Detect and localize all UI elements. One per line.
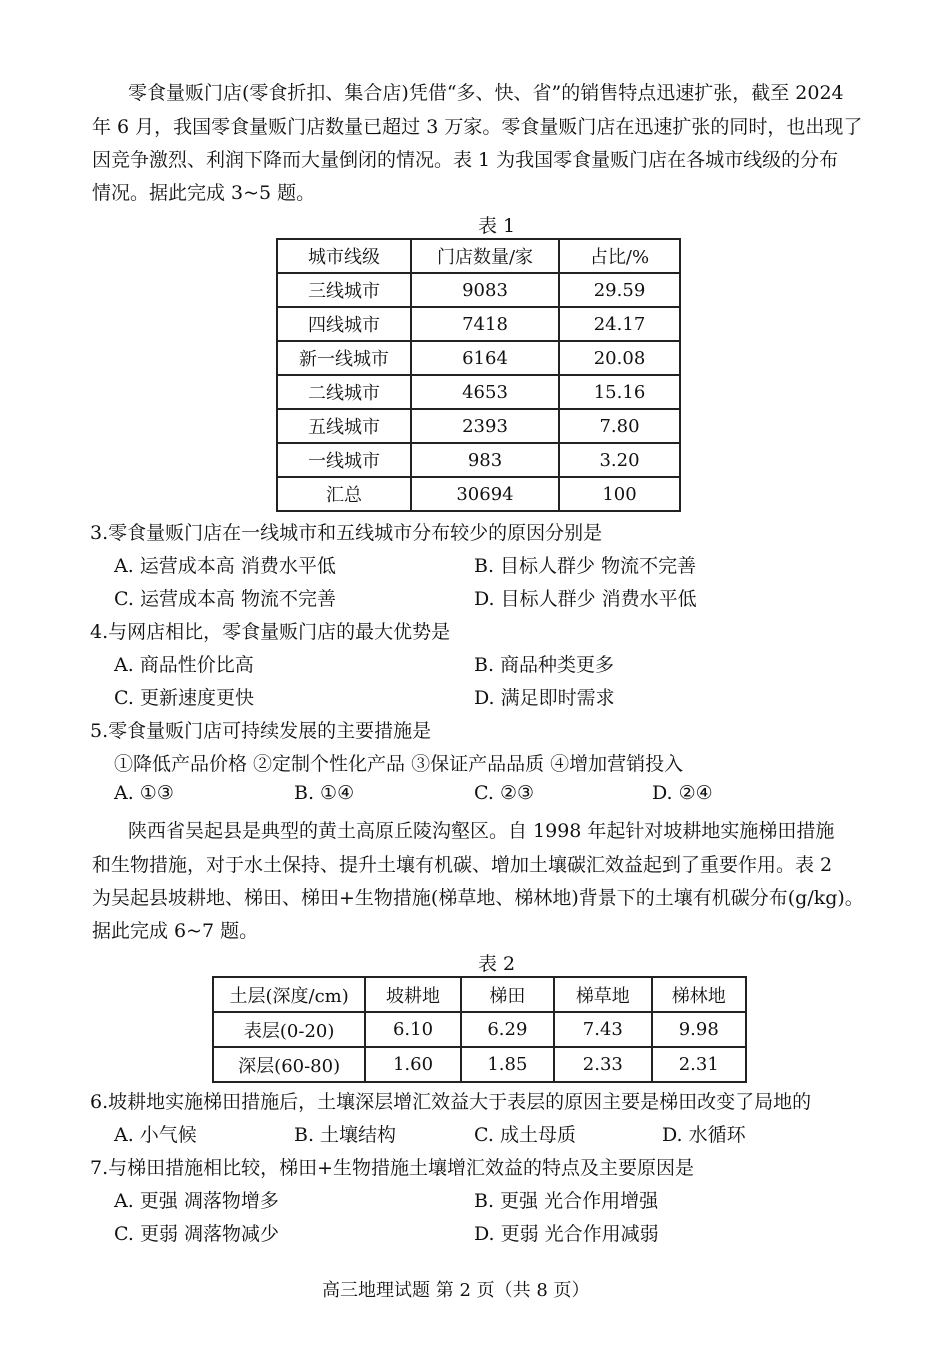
passage2-line-1: 陕西省吴起县是典型的黄土高原丘陵沟壑区。自 1998 年起针对坡耕地实施梯田措施	[128, 820, 835, 842]
question-6-option-c: C. 成土母质	[474, 1124, 576, 1146]
table-cell: 30694	[411, 477, 559, 511]
question-7-option-b: B. 更强 光合作用增强	[474, 1190, 659, 1212]
table-cell: 20.08	[559, 341, 680, 375]
question-4-option-d: D. 满足即时需求	[474, 687, 615, 709]
table1	[276, 238, 681, 512]
table-row	[277, 307, 680, 341]
table-cell: 二线城市	[277, 375, 411, 409]
question-5-option-a: A. ①③	[114, 782, 174, 804]
question-6-stem: 6.坡耕地实施梯田措施后，土壤深层增汇效益大于表层的原因主要是梯田改变了局地的	[90, 1091, 812, 1113]
table-cell: 汇总	[277, 477, 411, 511]
question-7-stem: 7.与梯田措施相比较，梯田+生物措施土壤增汇效益的特点及主要原因是	[90, 1157, 695, 1179]
question-5-option-b: B. ①④	[294, 782, 355, 804]
question-4-option-b: B. 商品种类更多	[474, 654, 615, 676]
table-row	[277, 341, 680, 375]
table-cell: 四线城市	[277, 307, 411, 341]
table-cell: 29.59	[559, 273, 680, 307]
table-cell: 7.80	[559, 409, 680, 443]
table-cell: 一线城市	[277, 443, 411, 477]
table2	[212, 976, 747, 1083]
table-cell: 1.60	[365, 1047, 460, 1082]
question-5-items: ①降低产品价格 ②定制个性化产品 ③保证产品品质 ④增加营销投入	[114, 753, 684, 775]
table1-header-row	[277, 239, 680, 273]
question-3-option-c: C. 运营成本高 物流不完善	[114, 588, 336, 610]
table-cell: 2393	[411, 409, 559, 443]
passage2-line-4: 据此完成 6~7 题。	[92, 920, 259, 942]
table-cell: 深层(60-80)	[213, 1047, 365, 1082]
table-cell: 新一线城市	[277, 341, 411, 375]
question-3-option-a: A. 运营成本高 消费水平低	[114, 555, 336, 577]
table2-header-cell: 梯草地	[554, 977, 651, 1012]
table-cell: 9.98	[652, 1012, 746, 1047]
table-row	[213, 1012, 746, 1047]
table-cell: 7.43	[554, 1012, 651, 1047]
question-3-option-b: B. 目标人群少 物流不完善	[474, 555, 697, 577]
question-5-option-c: C. ②③	[474, 782, 535, 804]
table1-caption: 表 1	[478, 215, 516, 237]
table-cell: 表层(0-20)	[213, 1012, 365, 1047]
table-cell: 2.33	[554, 1047, 651, 1082]
table2-header-row	[213, 977, 746, 1012]
passage1-line-2: 年 6 月，我国零食量贩门店数量已超过 3 万家。零食量贩门店在迅速扩张的同时，也出现了	[92, 116, 863, 138]
table2-caption: 表 2	[478, 953, 516, 975]
table-row	[277, 375, 680, 409]
question-6-option-b: B. 土壤结构	[294, 1124, 397, 1146]
passage2-line-3: 为吴起县坡耕地、梯田、梯田+生物措施(梯草地、梯林地)背景下的土壤有机碳分布(g/kg)。	[92, 887, 864, 909]
question-7-option-c: C. 更弱 凋落物减少	[114, 1223, 279, 1245]
passage2-line-2: 和生物措施，对于水土保持、提升土壤有机碳、增加土壤碳汇效益起到了重要作用。表 2	[92, 854, 833, 876]
table2-header-cell: 梯田	[461, 977, 554, 1012]
table-cell: 6.29	[461, 1012, 554, 1047]
table-cell: 24.17	[559, 307, 680, 341]
table-cell: 100	[559, 477, 680, 511]
table-cell: 6.10	[365, 1012, 460, 1047]
table1-header-cell: 城市线级	[277, 239, 411, 273]
question-5-option-d: D. ②④	[652, 782, 713, 804]
page-footer: 高三地理试题 第 2 页（共 8 页）	[322, 1280, 590, 1301]
table2-header-cell: 土层(深度/cm)	[213, 977, 365, 1012]
question-3-option-d: D. 目标人群少 消费水平低	[474, 588, 697, 610]
question-7-option-a: A. 更强 凋落物增多	[114, 1190, 279, 1212]
table-cell: 7418	[411, 307, 559, 341]
question-5-stem: 5.零食量贩门店可持续发展的主要措施是	[90, 720, 432, 742]
table2-header-cell: 坡耕地	[365, 977, 460, 1012]
table-cell: 3.20	[559, 443, 680, 477]
passage1-line-4: 情况。据此完成 3~5 题。	[92, 182, 316, 204]
table-cell: 9083	[411, 273, 559, 307]
passage1-line-1: 零食量贩门店(零食折扣、集合店)凭借“多、快、省”的销售特点迅速扩张，截至 2024	[128, 82, 844, 104]
passage1-line-3: 因竞争激烈、利润下降而大量倒闭的情况。表 1 为我国零食量贩门店在各城市线级的分布	[92, 149, 839, 171]
question-6-option-a: A. 小气候	[114, 1124, 197, 1146]
question-6-option-d: D. 水循环	[662, 1124, 746, 1146]
table-cell: 1.85	[461, 1047, 554, 1082]
table2-header-cell: 梯林地	[652, 977, 746, 1012]
table1-header-cell: 门店数量/家	[411, 239, 559, 273]
table-cell: 983	[411, 443, 559, 477]
table-row	[277, 443, 680, 477]
question-4-option-c: C. 更新速度更快	[114, 687, 254, 709]
table-row	[277, 273, 680, 307]
question-4-option-a: A. 商品性价比高	[114, 654, 254, 676]
table-row	[277, 409, 680, 443]
table-cell: 15.16	[559, 375, 680, 409]
question-4-stem: 4.与网店相比，零食量贩门店的最大优势是	[90, 621, 451, 643]
question-7-option-d: D. 更弱 光合作用减弱	[474, 1223, 659, 1245]
table-row	[277, 477, 680, 511]
table-cell: 4653	[411, 375, 559, 409]
table-cell: 五线城市	[277, 409, 411, 443]
table-cell: 6164	[411, 341, 559, 375]
table-cell: 2.31	[652, 1047, 746, 1082]
table1-header-cell: 占比/%	[559, 239, 680, 273]
table-cell: 三线城市	[277, 273, 411, 307]
question-3-stem: 3.零食量贩门店在一线城市和五线城市分布较少的原因分别是	[90, 522, 603, 544]
table-row	[213, 1047, 746, 1082]
